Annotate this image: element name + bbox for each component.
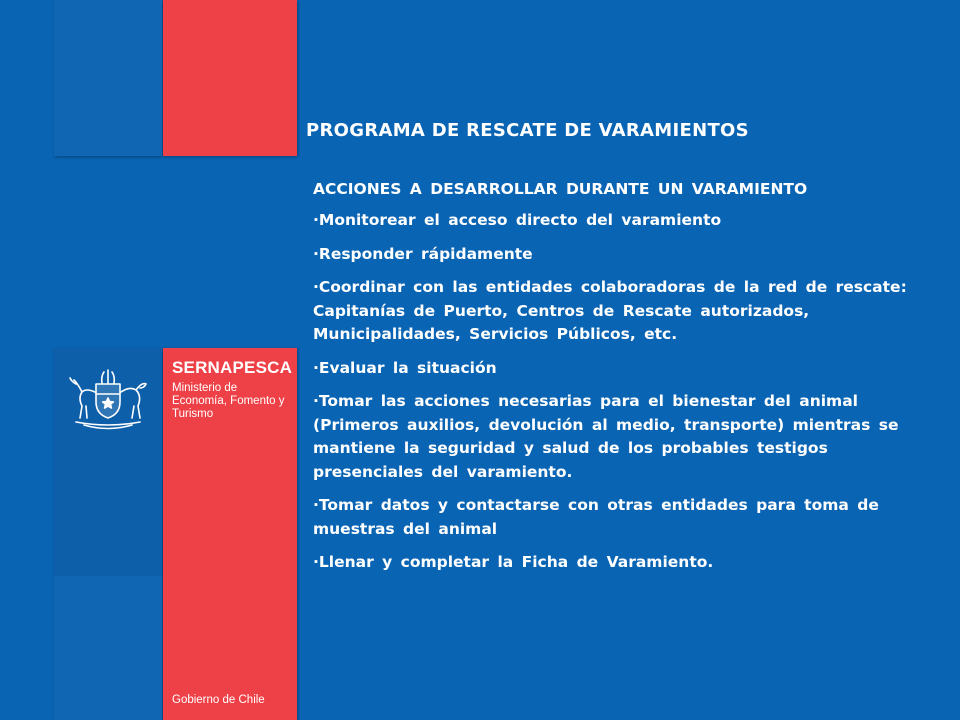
list-item: ·Llenar y completar la Ficha de Varamiento. bbox=[313, 553, 714, 571]
action-list bbox=[313, 209, 925, 575]
list-item: ·Monitorear el acceso directo del varamiento bbox=[313, 211, 722, 229]
content-body bbox=[313, 178, 925, 585]
decorative-blue-bar bbox=[54, 0, 162, 156]
list-item: ·Tomar las acciones necesarias para el bienestar del animal (Primeros auxilios, devolución al medio, transporte) mientras se mantiene la seguridad y salud de los probables testigos presenciales del varamiento. bbox=[313, 392, 899, 481]
brand-name: SERNAPESCA bbox=[172, 358, 293, 377]
government-label: Gobierno de Chile bbox=[172, 694, 265, 706]
page-title: PROGRAMA DE RESCATE DE VARAMIENTOS bbox=[306, 120, 749, 141]
decorative-red-bar bbox=[163, 0, 297, 156]
ministry-name: Ministerio de Economía, Fomento y Turismo bbox=[172, 382, 285, 420]
list-item: ·Coordinar con las entidades colaboradoras de la red de rescate: Capitanías de Puerto, Centros de Rescate autorizados, Municipalidades, Servicios Públicos, etc. bbox=[313, 278, 907, 343]
section-heading: ACCIONES A DESARROLLAR DURANTE UN VARAMIENTO bbox=[313, 180, 808, 198]
chile-coat-of-arms-icon bbox=[62, 362, 154, 434]
list-item: ·Responder rápidamente bbox=[313, 244, 533, 263]
list-item: ·Tomar datos y contactarse con otras entidades para toma de muestras del animal bbox=[313, 496, 879, 538]
sernapesca-logo bbox=[54, 348, 297, 720]
list-item: ·Evaluar la situación bbox=[313, 358, 497, 377]
